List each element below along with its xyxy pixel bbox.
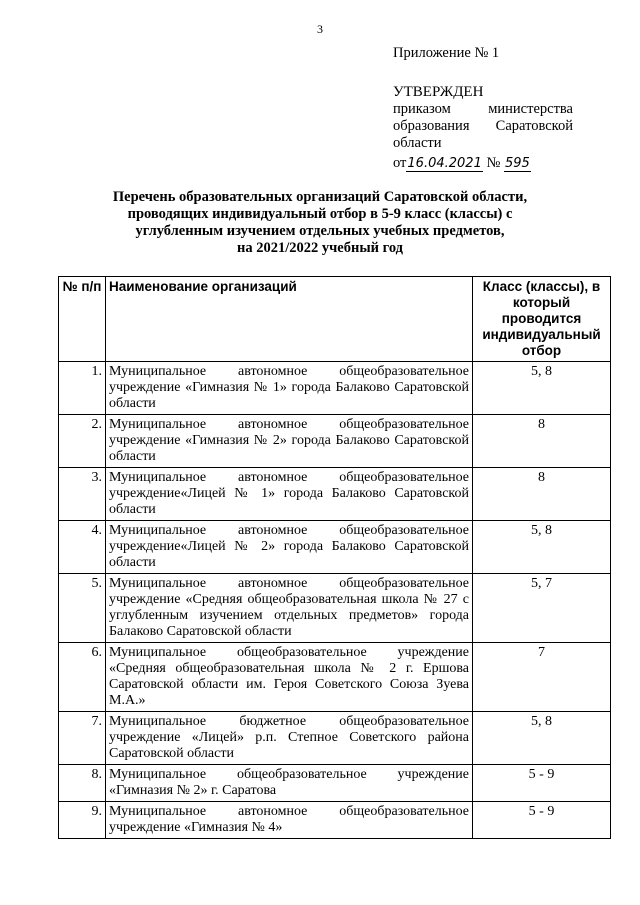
organization-name: Муниципальное бюджетное общеобразовательное учреждение «Лицей» р.п. Степное Советского района Саратовской области <box>106 712 473 765</box>
row-number: 2. <box>59 415 106 468</box>
row-number: 1. <box>59 362 106 415</box>
grade-classes: 5 - 9 <box>473 765 611 802</box>
approval-line-2: образования Саратовской <box>393 118 573 134</box>
table-row <box>59 765 611 802</box>
page-number: 3 <box>317 22 323 36</box>
grade-classes: 8 <box>473 415 611 468</box>
row-number: 3. <box>59 468 106 521</box>
organization-name: Муниципальное автономное общеобразовательное учреждение «Гимназия № 2» города Балаково Саратовской области <box>106 415 473 468</box>
table-row <box>59 802 611 839</box>
table-row <box>59 362 611 415</box>
row-number: 8. <box>59 765 106 802</box>
grade-classes: 5 - 9 <box>473 802 611 839</box>
title-line-1: Перечень образовательных организаций Саратовской области, <box>112 189 528 205</box>
header-name: Наименование организаций <box>106 277 473 362</box>
header-class: Класс (классы), в который проводится индивидуальный отбор <box>473 277 611 362</box>
approval-block <box>393 45 573 172</box>
grade-classes: 5, 8 <box>473 712 611 765</box>
grade-classes: 5, 8 <box>473 521 611 574</box>
date-prefix: от <box>393 155 407 171</box>
title-line-2: проводящих индивидуальный отбор в 5-9 класс (классы) с <box>127 206 513 222</box>
handwritten-date: 16.04.2021 <box>407 156 482 171</box>
annex-label: Приложение № 1 <box>393 45 500 61</box>
title-line-4: на 2021/2022 учебный год <box>236 240 404 256</box>
organization-name: Муниципальное автономное общеобразовательное учреждение«Лицей № 1» города Балаково Саратовской области <box>106 468 473 521</box>
row-number: 7. <box>59 712 106 765</box>
document-title <box>70 189 570 257</box>
organization-name: Муниципальное автономное общеобразовательное учреждение «Средняя общеобразовательная школа № 27 с углубленным изучением отдельных предметов» города Балаково Саратовской области <box>106 574 473 643</box>
table-row <box>59 468 611 521</box>
approval-line-1: приказом министерства <box>393 101 573 117</box>
header-num: № п/п <box>59 277 106 362</box>
row-number: 5. <box>59 574 106 643</box>
organization-name: Муниципальное автономное общеобразовательное учреждение«Лицей № 2» города Балаково Саратовской области <box>106 521 473 574</box>
row-number: 6. <box>59 643 106 712</box>
approved-label: УТВЕРЖДЕН <box>393 84 484 100</box>
handwritten-number: 595 <box>504 156 530 171</box>
organizations-table <box>58 276 611 839</box>
number-prefix: № <box>486 155 501 171</box>
organization-name: Муниципальное общеобразовательное учреждение «Средняя общеобразовательная школа № 2 г. Ершова Саратовской области им. Героя Советского Союза Зуева М.А.» <box>106 643 473 712</box>
table-row <box>59 415 611 468</box>
organization-name: Муниципальное автономное общеобразовательное учреждение «Гимназия № 4» <box>106 802 473 839</box>
organization-name: Муниципальное общеобразовательное учреждение «Гимназия № 2» г. Саратова <box>106 765 473 802</box>
order-date-line <box>393 155 573 172</box>
approval-line-3: области <box>393 135 442 151</box>
grade-classes: 5, 8 <box>473 362 611 415</box>
row-number: 4. <box>59 521 106 574</box>
table-row <box>59 712 611 765</box>
grade-classes: 7 <box>473 643 611 712</box>
table-row <box>59 643 611 712</box>
table-header-row <box>59 277 611 362</box>
organization-name: Муниципальное автономное общеобразовательное учреждение «Гимназия № 1» города Балаково Саратовской области <box>106 362 473 415</box>
row-number: 9. <box>59 802 106 839</box>
grade-classes: 5, 7 <box>473 574 611 643</box>
title-line-3: углубленным изучением отдельных учебных предметов, <box>135 223 505 239</box>
table-row <box>59 521 611 574</box>
grade-classes: 8 <box>473 468 611 521</box>
table-row <box>59 574 611 643</box>
